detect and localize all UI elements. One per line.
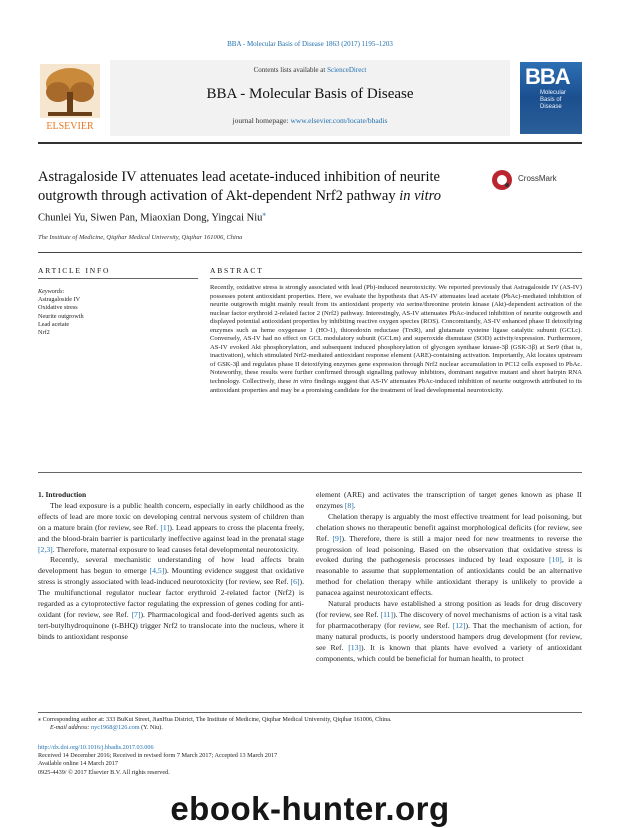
- copyright: 0925-4439/ © 2017 Elsevier B.V. All rights reserved.: [38, 768, 170, 776]
- divider: [38, 472, 582, 473]
- cover-line-1: Molecular: [540, 90, 567, 96]
- cover-bba-text: BBA: [525, 64, 570, 89]
- elsevier-wordmark: ELSEVIER: [46, 121, 94, 132]
- reference-link[interactable]: [2,3]: [38, 544, 53, 554]
- body-column-right: [316, 490, 582, 665]
- title-italic: in vitro: [399, 188, 441, 204]
- journal-cover-image: [520, 62, 582, 134]
- available-online: Available online 14 March 2017: [38, 760, 118, 768]
- contents-prefix: Contents lists available at: [253, 66, 326, 74]
- email-link[interactable]: nyc1968@126.com: [91, 724, 140, 732]
- body-column-left: [38, 490, 304, 643]
- reference-link[interactable]: [9]: [332, 533, 342, 543]
- crossmark-label: CrossMark: [518, 174, 557, 183]
- received-dates: Received 14 December 2016; Received in revised form 7 March 2017; Accepted 13 March 2017: [38, 752, 278, 760]
- homepage-link[interactable]: www.elsevier.com/locate/bbadis: [290, 116, 388, 125]
- publication-info: [38, 744, 582, 777]
- cover-line-2: Basis of: [540, 97, 562, 103]
- sciencedirect-link[interactable]: ScienceDirect: [327, 66, 367, 74]
- keyword-item: Neurite outgrowth: [38, 312, 84, 320]
- contents-line: [110, 66, 510, 74]
- reference-link[interactable]: [4,5]: [149, 566, 165, 576]
- reference-link[interactable]: [13]: [348, 642, 361, 652]
- email-suffix: (Y. Niu).: [141, 724, 163, 732]
- header-rule: [38, 142, 582, 144]
- footnote-rule: [38, 712, 582, 713]
- crossmark-icon: [492, 170, 512, 190]
- journal-citation-link[interactable]: BBA - Molecular Basis of Disease 1863 (2017) 1195–1203: [227, 40, 393, 48]
- authors-text: Chunlei Yu, Siwen Pan, Miaoxian Dong, Yingcai Niu: [38, 212, 263, 224]
- keywords-title: Keywords:: [38, 288, 65, 295]
- elsevier-tree-logo: [38, 62, 102, 132]
- abstract-part-3: findings suggest that AS-IV attenuates PbAc-induced inhibition of neurite outgrowth attributed to its antioxidant properties and may be a promising candidate for the treatment of lead developmental neurotoxicity.: [210, 378, 582, 394]
- author-list: [38, 210, 266, 224]
- homepage-line: [110, 116, 510, 125]
- reference-link[interactable]: [11]: [380, 609, 394, 619]
- abstract-rule: [210, 278, 582, 279]
- email-label: E-mail address:: [50, 724, 90, 732]
- corresponding-author-mark[interactable]: ⁎: [262, 210, 266, 218]
- body-paragraph: element (ARE) and activates the transcription of target genes known as phase II enzymes [8].: [316, 490, 582, 510]
- abstract-part-1: Recently, oxidative stress is strongly associated with lead (Pb)-induced neurotoxicity. We reported previously that Astragaloside IV (AS-IV) possesses potent antioxidant properties. Here, we evaluate the hypothesis that AS-IV attenuates lead acetate (PbAc)-mediated inhibition of neurite outgrowth might mainly result from its antioxidant property: [210, 284, 582, 309]
- section-title-introduction: 1. Introduction: [38, 490, 87, 499]
- corresponding-author-note: ⁎ Corresponding author at: 333 BuKui Street, JianHua District, The Institute of Medicine, Qiqihar Medical University, Qiqihar 161006, China.: [38, 716, 392, 723]
- article-info-rule: [38, 278, 198, 279]
- email-line: [38, 724, 582, 732]
- watermark: ebook-hunter.org: [170, 790, 450, 827]
- reference-link[interactable]: [10]: [549, 555, 562, 565]
- keyword-item: Oxidative stress: [38, 304, 78, 312]
- keywords-block: [38, 288, 198, 337]
- homepage-prefix: journal homepage:: [232, 116, 289, 125]
- affiliation: The Institute of Medicine, Qiqihar Medical University, Qiqihar 161006, China: [38, 234, 243, 241]
- body-paragraph: Natural products have established a strong position as leads for drug discovery (for review, see Ref. [11]). The discovery of novel mechanisms of action is a vital task for pharmacotherapy (for review, see Ref. [12]). That the mechanism of action, for many natural products, is poorly understood hampers drug development (for review, see Ref. [13]). It is known that plants have evolved a variety of antioxidant components, which could be beneficial for human health, to protect: [316, 599, 583, 663]
- cover-line-3: Disease: [540, 104, 562, 110]
- reference-link[interactable]: [7]: [131, 609, 141, 619]
- reference-link[interactable]: [12]: [452, 620, 466, 630]
- reference-link[interactable]: [1]: [160, 522, 170, 532]
- body-paragraph: Recently, several mechanistic understanding of how lead affects brain development has begun to emerge [4,5]). Mounting evidence suggest that oxidative stress is strongly associated with lead-induced neurotoxicity (for review, see Ref. [6]). The multifunctional regulator nuclear factor erythroid 2-related factor (Nrf2) is regarded as a cytoprotective factor regulating the expression of genes coding for anti-oxidant (for review, see Ref. [7]). Pharmacological and food-derived agents such as tert-butylhydroquinone (t-BHQ) trigger Nrf2 to translocate into the nucleus, where it binds to antioxidant response: [38, 555, 304, 641]
- abstract-heading: ABSTRACT: [210, 266, 264, 275]
- reference-link[interactable]: [6]: [290, 577, 300, 587]
- abstract-text: [210, 284, 582, 395]
- abstract-part-2: serine/threonine protein kinase (Akt)-dependent activation of the nuclear factor erythroid 2-related factor 2 (Nrf2) pathway. Interestingly, AS-IV attenuates PbAc-induced inhibition of neurite outgrowth and displayed potential antioxidant properties by inhibiting reactive oxygen species (ROS). Concomitantly, AS-IV enhanced phase II detoxifying enzymes such as heme oxygenase 1 (HO-1), thioredoxin reductase (TrxR), and glutamate cysteine ligase catalytic subunit (GCLc). Conversely, AS-IV had no effect on GCL modulatory subunit (GCLm) and superoxide dismutase (SOD) activity/expression. Furthermore, AS-IV evoked Akt phosphorylation, and subsequent induced phosphorylation of glycogen synthase kinase-3β (GSK-3β) at Ser9 (that is, inactivation), which stimulated Nrf2-mediated antioxidant response element (ARE)-containing activation. Importantly, Akt locates upstream of GSK-3β and regulates phase II detoxifying enzymes gene expression through Nrf2 nuclear accumulation in PC12 cells exposed to PbAc. Noteworthy, these results were further confirmed through signalling pathway inhibitors, dominant negative mutant and short hairpin RNA technology. Collectively, these: [210, 301, 582, 386]
- cover-subtitle: [540, 90, 566, 111]
- keyword-item: Astragaloside IV: [38, 296, 81, 304]
- footnote: [38, 716, 582, 732]
- body-paragraph: The lead exposure is a public health concern, especially in early childhood as the effects of lead are more toxic on developing central nervous system of children than on a mature brain (for review, see Ref. [1]). Lead appears to cross the placenta freely, and the blood-brain barrier is particularly ineffective against lead in the prenatal stage [2,3]. Therefore, maternal exposure to lead causes fetal developmental neurotoxicity.: [38, 500, 305, 554]
- journal-name: BBA - Molecular Basis of Disease: [206, 86, 414, 102]
- doi-link[interactable]: http://dx.doi.org/10.1016/j.bbadis.2017.03.006: [38, 744, 154, 751]
- article-info-heading: ARTICLE INFO: [38, 266, 111, 275]
- abstract-italic-2: in vitro: [293, 378, 313, 386]
- abstract-italic-1: via: [396, 301, 405, 309]
- reference-link[interactable]: [8]: [344, 500, 354, 510]
- body-paragraph: Chelation therapy is arguably the most effective treatment for lead poisoning, but chelation shows no therapeutic benefit against morphological deficits (for review, see Ref. [9]). Therefore, there is still a major need for new treatments to reverse the progression of lead poisoning. Based on the observation that oxidative stress is evoked during the pathogenesis processes induced by lead exposure [10], it is reasonable to assume that supplementation of antioxidants could be an alternative method for chelation therapy while antioxidant therapy is unlikely to provide a panacea against neurotoxicant effects.: [316, 511, 582, 598]
- journal-header: [38, 60, 582, 142]
- crossmark-button[interactable]: [492, 170, 582, 194]
- article-title: [38, 168, 458, 206]
- divider: [38, 252, 582, 253]
- keyword-item: Nrf2: [38, 329, 50, 337]
- journal-info-box: [110, 60, 510, 136]
- keyword-item: Lead acetate: [38, 320, 70, 328]
- title-text: Astragaloside IV attenuates lead acetate-induced inhibition of neurite outgrowth through activation of Akt-dependent Nrf2 pathway: [38, 169, 440, 204]
